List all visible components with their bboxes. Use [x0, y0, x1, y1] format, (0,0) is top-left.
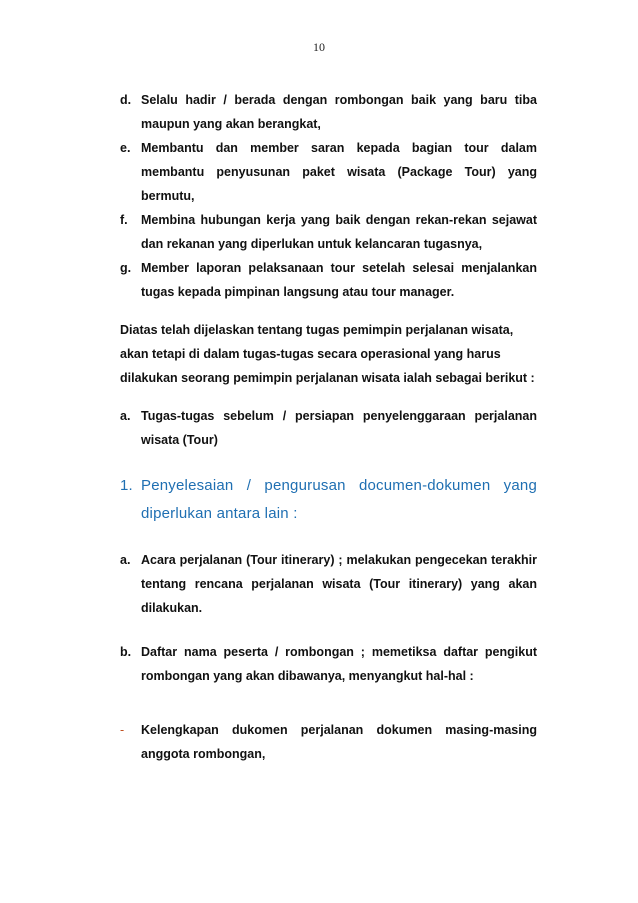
list-item-a-itinerary	[120, 548, 537, 620]
list-marker: e.	[120, 141, 131, 155]
list-item-a-preparation	[120, 404, 537, 452]
list-marker: d.	[120, 93, 132, 107]
page-number: 10	[313, 40, 325, 54]
list-marker: b.	[120, 645, 132, 659]
list-marker: f.	[120, 213, 128, 227]
list-marker: a.	[120, 553, 131, 567]
list-marker: a.	[120, 409, 131, 423]
dash-marker: -	[120, 723, 125, 737]
list-item-text: Member laporan pelaksanaan tour setelah selesai menjalankan tugas kepada pimpinan langsung atau tour manager.	[141, 261, 537, 299]
list-item-text: Membantu dan member saran kepada bagian tour dalam membantu penyusunan paket wisata (Package Tour) yang bermutu,	[141, 141, 537, 203]
list-item-b-participants	[120, 640, 537, 688]
list-item-text: Selalu hadir / berada dengan rombongan baik yang baru tiba maupun yang akan berangkat,	[141, 93, 537, 131]
list-item-text: Membina hubungan kerja yang baik dengan rekan-rekan sejawat dan rekanan yang diperlukan untuk kelancaran tugasnya,	[141, 213, 537, 251]
list-item-f	[120, 208, 537, 256]
list-item-d	[120, 88, 537, 136]
list-marker: g.	[120, 261, 132, 275]
list-item-text: Kelengkapan dukomen perjalanan dokumen masing-masing anggota rombongan,	[141, 723, 537, 761]
heading-text: Penyelesaian / pengurusan documen-dokumen yang diperlukan antara lain :	[141, 477, 537, 522]
heading-number: 1.	[120, 477, 133, 494]
list-item-g	[120, 256, 537, 304]
list-item-text: Tugas-tugas sebelum / persiapan penyelenggaraan perjalanan wisata (Tour)	[141, 409, 537, 447]
list-item-text: Daftar nama peserta / rombongan ; memetiksa daftar pengikut rombongan yang akan dibawanya, menyangkut hal-hal :	[141, 645, 537, 683]
intro-paragraph: Diatas telah dijelaskan tentang tugas pemimpin perjalanan wisata, akan tetapi di dalam tugas-tugas secara operasional yang harus dilakukan seorang pemimpin perjalanan wisata ialah sebagai berikut :	[120, 323, 535, 385]
section-heading	[120, 472, 537, 528]
list-item-text: Acara perjalanan (Tour itinerary) ; melakukan pengecekan terakhir tentang rencana perjalanan wisata (Tour itinerary) yang akan dilakukan.	[141, 553, 537, 615]
list-item-e	[120, 136, 537, 208]
dash-item-documents	[120, 718, 537, 766]
document-body	[120, 88, 537, 766]
